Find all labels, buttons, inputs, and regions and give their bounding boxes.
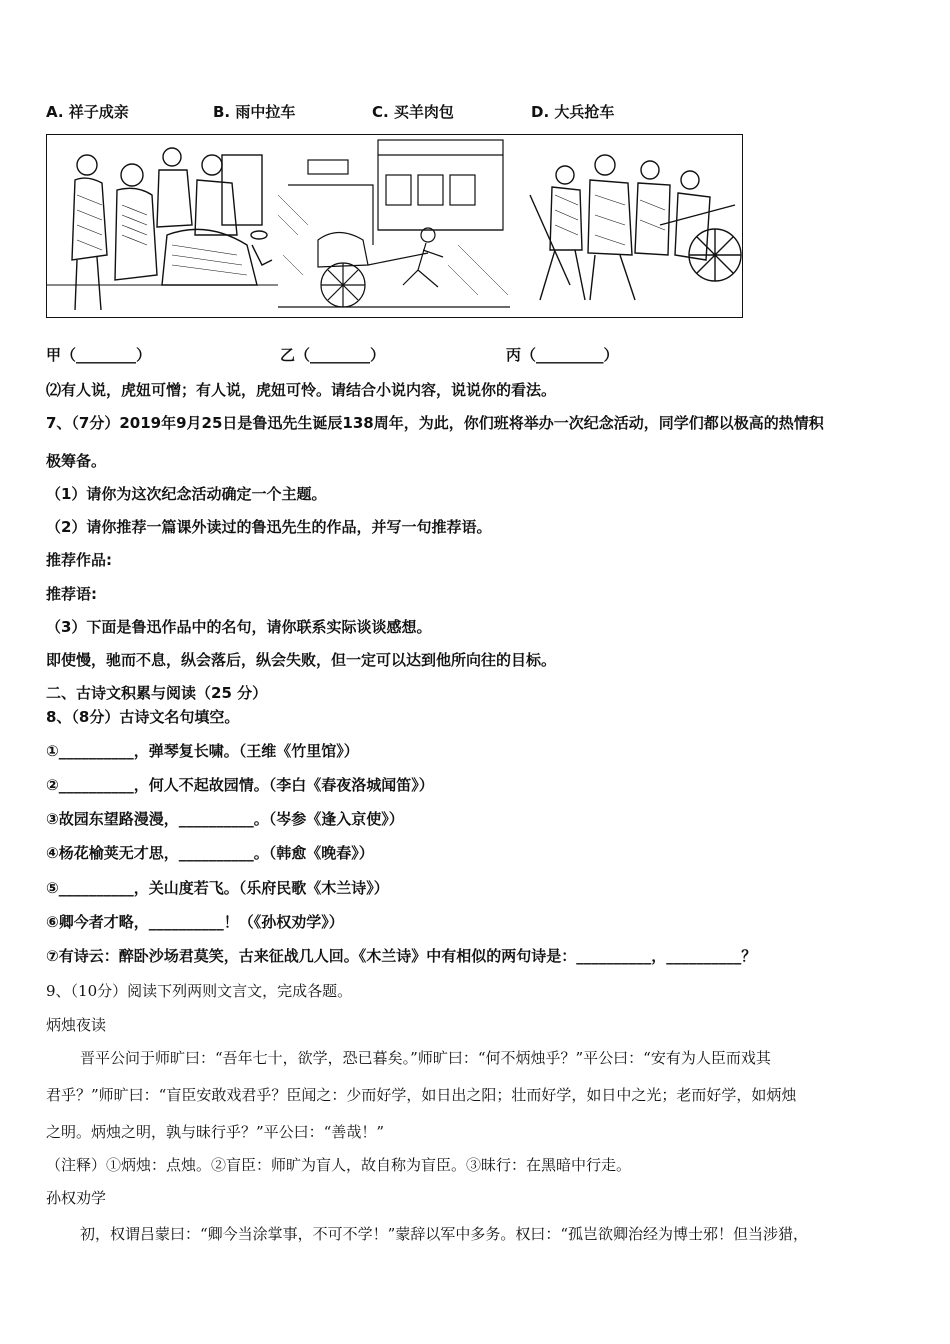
poem-fill-3: ③故园东望路漫漫，__________。（岑参《逢入京使》）	[46, 810, 404, 828]
question-7-line-1: 7、（7分）2019年9月25日是鲁迅先生诞辰138周年，为此，你们班将举办一次纪念活动，同学们都以极高的热情积	[46, 414, 824, 432]
poem-fill-4: ④杨花榆荚无才思，__________。（韩愈《晚春》）	[46, 844, 374, 862]
recommendation-label: 推荐语:	[46, 585, 97, 603]
question-8-title: 8、（8分）古诗文名句填空。	[46, 708, 240, 726]
panel-bing	[510, 135, 742, 317]
question-9-title: 9、（10分）阅读下列两则文言文，完成各题。	[46, 982, 353, 1000]
text-1-line-1: 晋平公问于师旷曰：“吾年七十，欲学，恐已暮矣。”师旷曰：“何不炳烛乎？”平公曰：“安有为人臣而戏其	[80, 1049, 771, 1067]
text-2-line-1: 初，权谓吕蒙曰：“卿今当涂掌事，不可不学！”蒙辞以军中多务。权曰：“孤岂欲卿治经为博士邪！但当涉猎，	[80, 1225, 809, 1243]
question-7-sub-2: （2）请你推荐一篇课外读过的鲁迅先生的作品，并写一句推荐语。	[46, 518, 492, 536]
answer-slot-jia[interactable]: 甲（________）	[46, 346, 152, 364]
answer-slot-bing[interactable]: 丙（_________）	[506, 346, 619, 364]
poem-fill-6: ⑥卿今者才略，__________！（《孙权劝学》）	[46, 913, 344, 931]
panel-jia	[47, 135, 279, 317]
poem-fill-7: ⑦有诗云：醉卧沙场君莫笑，古来征战几人回。《木兰诗》中有相似的两句诗是：__________，__________？	[46, 947, 757, 965]
recommended-work-label: 推荐作品:	[46, 551, 112, 569]
text-1-line-3: 之明。炳烛之明，孰与昧行乎？”平公曰：“善哉！”	[46, 1123, 385, 1141]
rickshaw-street-scene-illustration	[278, 135, 510, 317]
option-d: D. 大兵抢车	[531, 103, 615, 121]
question-6-2: ⑵有人说，虎妞可憎；有人说，虎妞可怜。请结合小说内容，说说你的看法。	[46, 381, 557, 399]
soldiers-seize-rickshaw-illustration	[510, 135, 742, 317]
poem-fill-5: ⑤__________，关山度若飞。（乐府民歌《木兰诗》）	[46, 879, 389, 897]
answer-slot-yi[interactable]: 乙（________）	[280, 346, 386, 364]
text-2-title: 孙权劝学	[46, 1189, 107, 1207]
section-2-heading: 二、古诗文积累与阅读（25 分）	[46, 684, 268, 702]
wedding-scene-illustration	[47, 135, 278, 317]
lu-xun-quote: 即使慢，驰而不息，纵会落后，纵会失败，但一定可以达到他所向往的目标。	[46, 651, 557, 669]
question-7-line-2: 极筹备。	[46, 452, 107, 470]
question-7-sub-1: （1）请你为这次纪念活动确定一个主题。	[46, 485, 327, 503]
text-1-line-2: 君乎？”师旷曰：“盲臣安敢戏君乎？臣闻之：少而好学，如日出之阳；壮而好学，如日中之光；老而好学，如炳烛	[46, 1086, 797, 1104]
panel-yi	[278, 135, 511, 317]
illustration-strip	[46, 134, 743, 318]
option-a: A. 祥子成亲	[46, 103, 129, 121]
poem-fill-1: ①__________，弹琴复长啸。（王维《竹里馆》）	[46, 742, 359, 760]
text-1-title: 炳烛夜读	[46, 1016, 107, 1034]
annotation-note: （注释）①炳烛：点烛。②盲臣：师旷为盲人，故自称为盲臣。③昧行：在黑暗中行走。	[46, 1156, 632, 1174]
option-b: B. 雨中拉车	[213, 103, 296, 121]
option-c: C. 买羊肉包	[372, 103, 454, 121]
poem-fill-2: ②__________，何人不起故园情。（李白《春夜洛城闻笛》）	[46, 776, 434, 794]
question-7-sub-3: （3）下面是鲁迅作品中的名句，请你联系实际谈谈感想。	[46, 618, 432, 636]
